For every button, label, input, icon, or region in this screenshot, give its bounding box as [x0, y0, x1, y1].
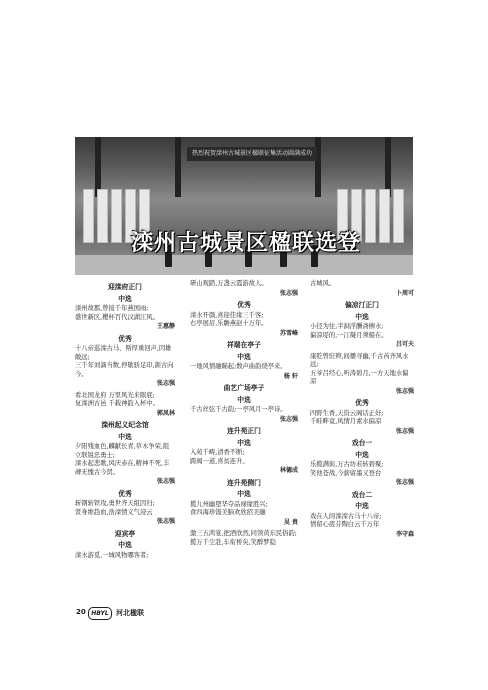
couplet-line: 滦州故郡,曾接千年燕国雨;	[75, 305, 149, 312]
couplet-heading: 戏台一	[351, 439, 373, 447]
couplet-author: 吕可夫	[395, 341, 414, 348]
couplet-author: 张志强	[156, 380, 175, 387]
couplet-line: 滦水起悲歌,风庆赤在,精神不死,丰碑无愧古今贤。	[75, 460, 170, 476]
couplet-heading: 迎宾亭	[114, 529, 136, 538]
couplet-author: 吴 贵	[283, 518, 298, 526]
couplet-line: 五爷吕经心,听涛碧月,一方天地水偏凉	[310, 369, 409, 385]
couplet-scroll	[83, 189, 94, 243]
photo-beam	[315, 137, 321, 197]
couplet-line: 贤身维趋血,浩滦情义气浸云	[75, 508, 153, 516]
photo-beam	[95, 137, 101, 197]
couplet-heading: 曲艺广场亭子	[223, 384, 265, 392]
couplet-line: 右亭展眉,乐瞻燕赵十万年。	[190, 320, 268, 327]
text-column-3	[310, 280, 414, 542]
couplet-line: 入苑千畴,清香不断;	[190, 449, 245, 456]
couplet-line: 戏在人间滦滦古马十八帝;	[310, 512, 382, 520]
couplet-author: 张志强	[279, 289, 298, 297]
couplet-heading: 中选	[237, 395, 251, 404]
couplet-line: 看北国龙府 万里风光来眼底;	[75, 391, 155, 399]
couplet-line: 研山观踏,万盏云霞游故人。	[190, 280, 268, 287]
couplet-line: 古城风。	[310, 280, 336, 287]
couplet-line: 四野生香,天资云阁话正好;	[310, 409, 384, 417]
couplet-author: 杨 轩	[283, 372, 298, 380]
couplet-heading: 祥瑞在亭子	[227, 341, 261, 349]
couplet-heading: 优秀	[118, 489, 132, 498]
couplet-heading: 优秀	[355, 399, 369, 407]
couplet-line: 激三五鸿宴,把酒欣然,同领黄东民俗韵;	[190, 530, 297, 537]
couplet-author: 李守森	[395, 530, 414, 538]
couplet-heading: 中选	[237, 490, 251, 498]
section-header	[0, 70, 488, 120]
couplet-line: 情留心底芬陶白云千万年	[310, 521, 380, 528]
couplet-heading: 戏台二	[351, 490, 373, 499]
couplet-line: 三千年刘滴当数,停歇骄足印,颌古向今。	[75, 362, 174, 378]
couplet-heading: 中选	[355, 502, 369, 510]
couplet-line: 跨阀一道,喜贫连升。	[190, 457, 249, 465]
photo-beam	[385, 137, 391, 197]
magazine-logo: HBYL	[88, 607, 112, 620]
couplet-line: 十八帝巡滦古马、斯厚重回声,因雄敞远;	[75, 345, 172, 361]
couplet-line: 揽九州幽堲华夺品禄缘胜兴;	[190, 500, 268, 508]
couplet-heading: 滦州起义纪念馆	[101, 421, 149, 429]
couplet-line: 康乾曾驻辫,间播寻幽,千古芮齐风水远;	[310, 352, 409, 368]
couplet-author: 苏雪峰	[279, 329, 298, 337]
couplet-line: 食四海珍馐美脑欢欣招美融	[190, 509, 266, 516]
couplet-heading: 迎滦府正门	[108, 283, 142, 291]
couplet-heading: 中选	[355, 450, 369, 459]
couplet-heading: 连升苑侧门	[227, 478, 261, 487]
photo-beam	[175, 137, 181, 197]
couplet-line: 小径为往,半洞浮酬斋柳水;	[310, 323, 384, 330]
couplet-line: 复滦洲古邑 千载神韵入杯中。	[75, 400, 159, 407]
couplet-line: 盛世新区,樱杯百代汉湖江风。	[75, 313, 159, 321]
couplet-line: 偏凉堤的,一汀凝月须船在。	[310, 331, 388, 339]
couplet-author: 张志强	[156, 518, 175, 525]
couplet-line: 乐揽满街,万古坊若转碧聚;	[310, 461, 384, 468]
couplet-heading: 偏凉汀正门	[345, 301, 379, 309]
couplet-line: 滦水游觅,一城风物哪客者;	[75, 551, 149, 559]
couplet-line: 夕阳残血色,麟献长青,草木争荣,组立联锐忠勇士;	[75, 443, 170, 459]
couplet-line: 千古丝弦千古韵;一亭风月一亭诗。	[190, 406, 287, 413]
text-column-2	[190, 280, 298, 547]
couplet-author: 郭凤林	[156, 409, 175, 417]
couplet-heading: 中选	[118, 541, 132, 549]
couplet-author: 张志强	[395, 427, 414, 435]
couplet-heading: 优秀	[237, 301, 251, 309]
photo-banner: 热烈祝贺滦州古城景区楹联征集活动圆满成功	[187, 147, 317, 161]
couplet-line: 笑他苍战,今薪留墨又登台	[310, 469, 382, 477]
couplet-author: 张志强	[156, 478, 175, 485]
couplet-heading: 中选	[237, 438, 251, 447]
couplet-line: 滦水开颜,喜迎佳缘三千客;	[190, 311, 264, 319]
couplet-author: 张志强	[395, 387, 414, 395]
photo-floor	[75, 255, 413, 275]
couplet-heading: 连升苑正门	[227, 427, 261, 435]
magazine-name: 河北楹联	[116, 609, 144, 617]
couplet-heading: 中选	[355, 312, 369, 321]
couplet-line: 揽万千尘赴,车衔桥矣,笑醉梦隐	[190, 538, 276, 546]
couplet-heading: 优秀	[118, 334, 132, 343]
couplet-author: 张志强	[395, 479, 414, 486]
couplet-author: 王惠静	[156, 323, 175, 330]
couplet-heading: 中选	[118, 294, 132, 303]
text-column-1	[75, 280, 175, 560]
couplet-author: 卜周可	[395, 289, 414, 297]
couplet-heading: 中选	[118, 432, 132, 441]
page-number: 20	[76, 608, 86, 616]
couplet-line: 一地风情融睇起;数声曲韵绕亭来。	[190, 363, 287, 370]
couplet-author: 林德成	[279, 467, 298, 474]
couplet-line: 斩钢斩铁攻,勇世齐天组因归;	[75, 500, 155, 507]
couplet-author: 张志强	[279, 415, 298, 423]
couplet-heading: 中选	[237, 352, 251, 361]
article-title: 滦州古城景区楹联选登	[130, 230, 361, 256]
couplet-line: 千畦畔竟,风情月素水偏凉	[310, 418, 382, 425]
